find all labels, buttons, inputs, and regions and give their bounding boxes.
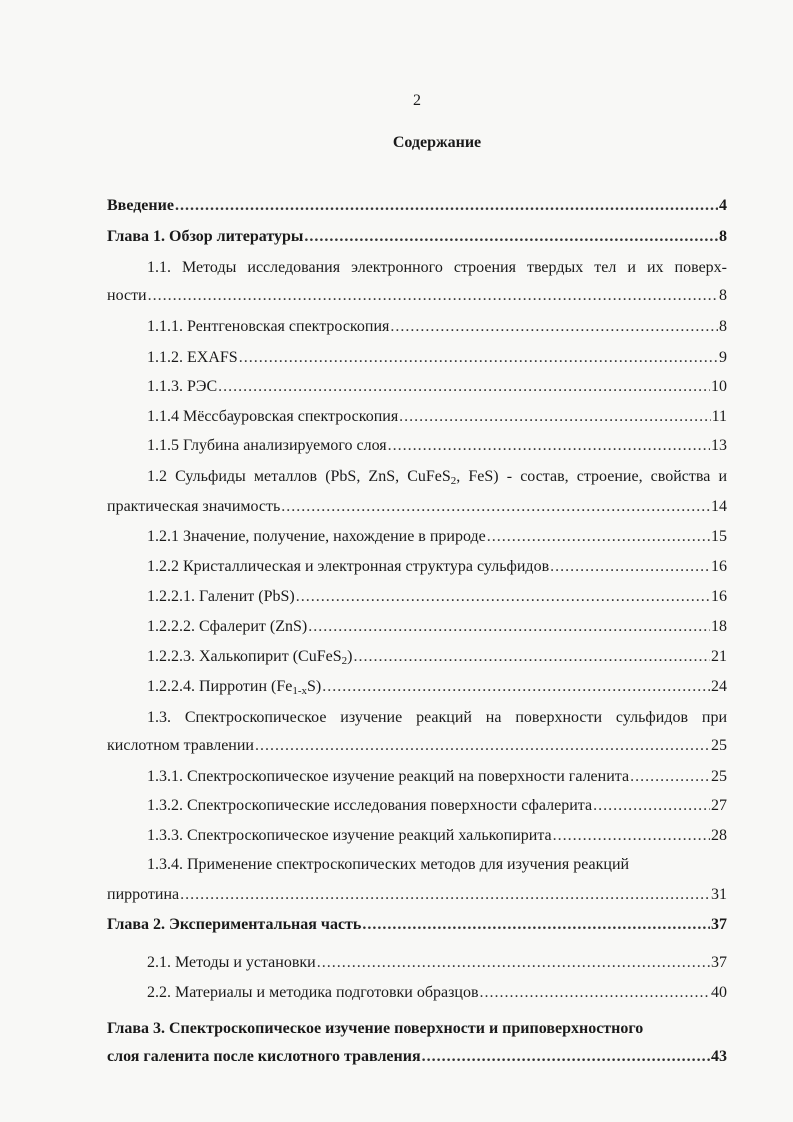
toc-entry-chapter-1[interactable]: Глава 1. Обзор литературы ..... 8: [107, 227, 727, 247]
toc-entry-1-2-1[interactable]: 1.2.1 Значение, получение, нахождение в природе ..... 15: [147, 527, 727, 547]
toc-entry-1-3-line1[interactable]: 1.3. Спектроскопическое изучение реакций на поверхности сульфидов при: [147, 709, 727, 726]
toc-entry-1-2-2[interactable]: 1.2.2 Кристаллическая и электронная структура сульфидов ..... 16: [147, 557, 727, 577]
toc-entry-2-2[interactable]: 2.2. Материалы и методика подготовки образцов ..... 40: [147, 983, 727, 1003]
toc-entry-chapter-3-line1[interactable]: Глава 3. Спектроскопическое изучение поверхности и приповерхностного: [107, 1020, 644, 1037]
page-number: 2: [413, 92, 421, 109]
toc-entry-intro[interactable]: Введение ..... 4: [107, 196, 727, 216]
toc-entry-1-2-2-3[interactable]: 1.2.2.3. Халькопирит (CuFeS$_2$) ..... 21: [147, 647, 727, 667]
toc-entry-1-1-2[interactable]: 1.1.2. EXAFS ..... 9: [147, 348, 727, 368]
toc-entry-1-3-1[interactable]: 1.3.1. Спектроскопическое изучение реакций на поверхности галенита ..... 25: [147, 767, 727, 787]
toc-entry-1-3-4[interactable]: пирротина ..... 31: [107, 885, 727, 905]
toc-entry-1-3-3[interactable]: 1.3.3. Спектроскопическое изучение реакций халькопирита ..... 28: [147, 826, 727, 846]
toc-entry-1-3-2[interactable]: 1.3.2. Спектроскопические исследования поверхности сфалерита ..... 27: [147, 796, 727, 816]
toc-entry-1-1-1[interactable]: 1.1.1. Рентгеновская спектроскопия ..... 8: [147, 317, 727, 337]
toc-entry-chapter-2[interactable]: Глава 2. Экспериментальная часть ..... 37: [107, 915, 727, 935]
toc-entry-1-1-3[interactable]: 1.1.3. РЭС ..... 10: [147, 377, 727, 397]
toc-entry-1-1-4[interactable]: 1.1.4 Мёссбауровская спектроскопия ..... 11: [147, 407, 727, 427]
toc-entry-1-3-4-line1[interactable]: 1.3.4. Применение спектроскопических методов для изучения реакций: [147, 856, 630, 873]
toc-entry-chapter-3[interactable]: слоя галенита после кислотного травления ..... 43: [107, 1047, 727, 1067]
toc-entry-1-2-2-4[interactable]: 1.2.2.4. Пирротин $(Fe_{1-x}S)$ ..... 24: [147, 677, 727, 697]
toc-entry-1-2-2-2[interactable]: 1.2.2.2. Сфалерит (ZnS) ..... 18: [147, 617, 727, 637]
toc-entry-1-1-line1[interactable]: 1.1. Методы исследования электронного строения твердых тел и их поверх-: [147, 259, 727, 276]
toc-entry-1-1-5[interactable]: 1.1.5 Глубина анализируемого слоя ..... 13: [147, 436, 727, 456]
toc-entry-1-1[interactable]: ности ..... 8: [107, 286, 727, 306]
toc-entry-1-2-line1[interactable]: 1.2 Сульфиды металлов (PbS, ZnS, CuFeS$_2$, FeS) - состав, строение, свойства и: [147, 468, 728, 487]
toc-entry-2-1[interactable]: 2.1. Методы и установки ..... 37: [147, 953, 727, 973]
toc-entry-1-2-2-1[interactable]: 1.2.2.1. Галенит (PbS) ..... 16: [147, 587, 727, 607]
toc-entry-1-3[interactable]: кислотном травлении ..... 25: [107, 736, 727, 756]
page-title: Содержание: [392, 134, 482, 151]
toc-entry-1-2[interactable]: практическая значимость ..... 14: [107, 497, 727, 517]
